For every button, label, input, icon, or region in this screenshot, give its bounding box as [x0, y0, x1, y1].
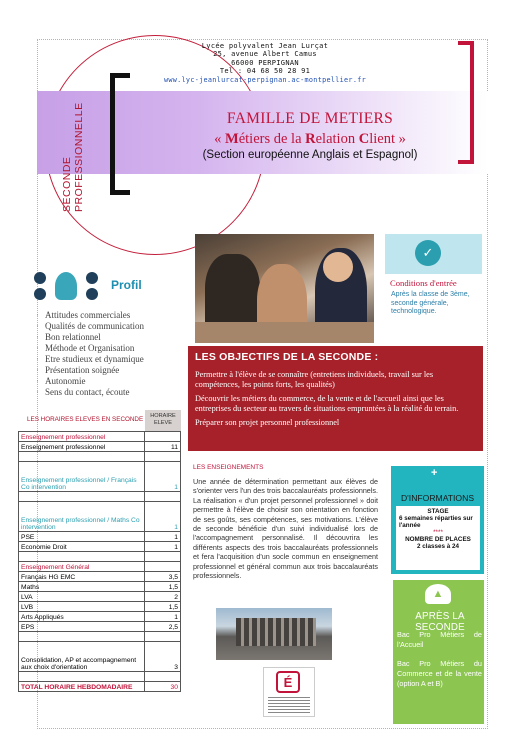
- table-cell-label: Enseignement professionnel: [19, 432, 145, 442]
- table-cell-value: [145, 672, 181, 682]
- table-cell-value: 1,5: [145, 602, 181, 612]
- page-subtitle: [160, 131, 460, 148]
- table-cell-value: 11: [145, 442, 181, 452]
- table-cell-label: Consolidation, AP et accompagnement aux choix d'orientation: [19, 642, 145, 672]
- horaires-table-body: [19, 432, 181, 692]
- person-icon: [34, 288, 46, 300]
- logo-text-lines: [268, 697, 310, 713]
- objectifs-p2: Découvrir les métiers du commerce, de la vente et de l'accueil ainsi que les entreprises du secteur au travers de situations empruntées à la réalité du terrain.: [195, 394, 459, 413]
- table-cell-label: Economie Droit: [19, 542, 145, 552]
- left-bracket: [110, 73, 130, 195]
- table-row: [19, 622, 181, 632]
- table-cell-value: [145, 632, 181, 642]
- table-row: [19, 432, 181, 442]
- table-cell-label: Enseignement Général: [19, 562, 145, 572]
- table-cell-label: Maths: [19, 582, 145, 592]
- table-cell-label: Enseignement professionnel: [19, 442, 145, 452]
- table-cell-value: 3,5: [145, 572, 181, 582]
- person-icon: [86, 288, 98, 300]
- checklist-icon: ✓: [415, 240, 441, 266]
- horaires-table: [18, 431, 181, 692]
- table-cell-value: 2: [145, 592, 181, 602]
- infos-title: D'INFORMATIONS: [400, 493, 475, 503]
- table-cell-label: [19, 492, 145, 502]
- table-cell-label: LVA: [19, 592, 145, 602]
- photo-building: [236, 618, 316, 646]
- section-note: (Section européenne Anglais et Espagnol): [202, 149, 418, 161]
- apres-text-1: Bac Pro Métiers de l'Accueil: [397, 630, 482, 649]
- person-icon: [86, 272, 98, 284]
- objectifs-panel: [188, 346, 483, 451]
- person-icon: [55, 272, 77, 300]
- table-cell-value: [145, 492, 181, 502]
- objectifs-p1: Permettre à l'élève de se connaître (entretiens individuels, travail sur les compétences, les points forts, les qualités): [195, 370, 434, 389]
- conditions-text: Après la classe de 3ème, seconde générale, technologique.: [391, 291, 470, 315]
- subtitle-d: lient »: [369, 131, 406, 147]
- page-title: FAMILLE DE METIERS: [226, 110, 394, 127]
- table-cell-label: PSE: [19, 532, 145, 542]
- horaires-column-header: HORAIRE ELEVE: [145, 410, 181, 431]
- table-cell-value: 1: [145, 502, 181, 532]
- table-cell-label: EPS: [19, 622, 145, 632]
- stage-label: STAGE: [427, 508, 449, 515]
- table-cell-label: Enseignement professionnel / Maths Co intervention: [19, 502, 145, 532]
- profil-title: Profil: [111, 278, 142, 292]
- places-text: 2 classes à 24: [416, 543, 460, 550]
- table-cell-label: [19, 552, 145, 562]
- table-row: [19, 532, 181, 542]
- table-cell-value: 2,5: [145, 622, 181, 632]
- table-cell-label: [19, 672, 145, 682]
- table-cell-value: 1: [145, 532, 181, 542]
- plus-icon: +: [431, 467, 438, 479]
- table-cell-label: LVB: [19, 602, 145, 612]
- list-item: · Méthode et Organisation: [36, 343, 196, 354]
- logo-e-icon: É: [276, 671, 300, 693]
- table-row: [19, 552, 181, 562]
- subtitle-open: «: [214, 131, 226, 147]
- table-cell-value: [145, 452, 181, 462]
- table-cell-label: Français HG EMC: [19, 572, 145, 582]
- table-row: [19, 542, 181, 552]
- list-item: · Bon relationnel: [36, 332, 196, 343]
- horaires-title: LES HORAIRES ELEVES EN SECONDE: [27, 416, 144, 423]
- table-row: [19, 642, 181, 672]
- table-row: [19, 492, 181, 502]
- table-row: [19, 632, 181, 642]
- table-cell-value: [145, 432, 181, 442]
- stage-text: 6 semaines réparties sur l'année: [399, 515, 473, 529]
- table-cell-value: 30: [145, 682, 181, 692]
- profil-list: [36, 310, 196, 398]
- places-label: NOMBRE DE PLACES: [405, 536, 471, 543]
- school-address: 25, avenue Albert Camus: [213, 50, 317, 59]
- list-item: · Sens du contact, écoute: [36, 387, 196, 398]
- table-row: [19, 452, 181, 462]
- table-row: [19, 592, 181, 602]
- table-cell-label: TOTAL HORAIRE HEBDOMADAIRE: [19, 682, 145, 692]
- table-cell-label: Enseignement professionnel / Français Co intervention: [19, 462, 145, 492]
- table-row: [19, 562, 181, 572]
- school-building-photo: [216, 608, 332, 660]
- side-label: SECONDE PROFESSIONNELLE: [61, 102, 85, 212]
- list-item: · Attitudes commerciales: [36, 310, 196, 321]
- table-row: [19, 582, 181, 592]
- conditions-title: Conditions d'entrée: [390, 278, 457, 288]
- objectifs-p3: Préparer son projet personnel professionnel: [195, 418, 340, 427]
- school-name: Lycée polyvalent Jean Lurçat: [201, 42, 329, 50]
- list-item: · Qualités de communication: [36, 321, 196, 332]
- photo-desk: [195, 322, 374, 343]
- infos-box: [396, 506, 480, 570]
- person-icon: [34, 272, 46, 284]
- list-item: · Etre studieux et dynamique: [36, 354, 196, 365]
- table-cell-value: 1: [145, 612, 181, 622]
- table-cell-value: 3: [145, 642, 181, 672]
- table-row: [19, 682, 181, 692]
- table-cell-value: 1: [145, 542, 181, 552]
- apres-text-2: Bac Pro Métiers du Commerce et de la vente (option A et B): [397, 659, 482, 688]
- right-bracket: [458, 41, 474, 164]
- list-item: · Présentation soignée: [36, 365, 196, 376]
- objectifs-title: LES OBJECTIFS DE LA SECONDE :: [195, 351, 379, 363]
- school-website-link[interactable]: www.lyc-jeanlurcat-perpignan.ac-montpellier.fr: [163, 75, 367, 84]
- customer-service-photo: [195, 234, 374, 343]
- table-row: [19, 612, 181, 622]
- apres-title: APRÈS LA SECONDE: [415, 611, 465, 633]
- photo-figure-d: [323, 252, 353, 282]
- table-cell-label: [19, 452, 145, 462]
- subtitle-r: R: [305, 131, 316, 147]
- enseignements-title: LES ENSEIGNEMENTS: [193, 464, 264, 471]
- school-header: [160, 42, 370, 84]
- school-tel: Tel : 04 68 50 28 91: [219, 67, 311, 76]
- list-item: · Autonomie: [36, 376, 196, 387]
- table-row: [19, 502, 181, 532]
- subtitle-m: M: [225, 131, 239, 147]
- table-cell-label: Arts Appliqués: [19, 612, 145, 622]
- subtitle-a: étiers de la: [238, 131, 306, 147]
- graduation-cap-icon: ▲: [425, 584, 451, 604]
- enseignements-text: Une année de détermination permettant aux élèves de s'orienter vers l'un des trois baccalauréats professionnels. La réalisation « d'un projet personnel professionnel » doit permettre à l'élève de choisir son orientation en fonction de ses goûts, ses compétences, ses motivations. L'élève de seconde bénéficie d'un suivi individualisé lors de l'accompagnement personnalisé. Il découvrira les différents aspects des trois baccalauréats professionnels et fera l'acquisition d'un socle commun en enseignement professionnel et général commun aux trois baccalauréats professionnels.: [193, 477, 378, 581]
- stars: ****: [433, 529, 443, 536]
- table-cell-label: [19, 632, 145, 642]
- subtitle-c: C: [358, 131, 370, 147]
- school-city: 66000 PERPIGNAN: [231, 58, 299, 67]
- table-row: [19, 442, 181, 452]
- table-cell-value: [145, 552, 181, 562]
- table-row: [19, 462, 181, 492]
- table-cell-value: 1: [145, 462, 181, 492]
- subtitle-b: elation: [315, 131, 359, 147]
- table-row: [19, 572, 181, 582]
- table-row: [19, 602, 181, 612]
- table-cell-value: 1,5: [145, 582, 181, 592]
- table-row: [19, 672, 181, 682]
- table-cell-value: [145, 562, 181, 572]
